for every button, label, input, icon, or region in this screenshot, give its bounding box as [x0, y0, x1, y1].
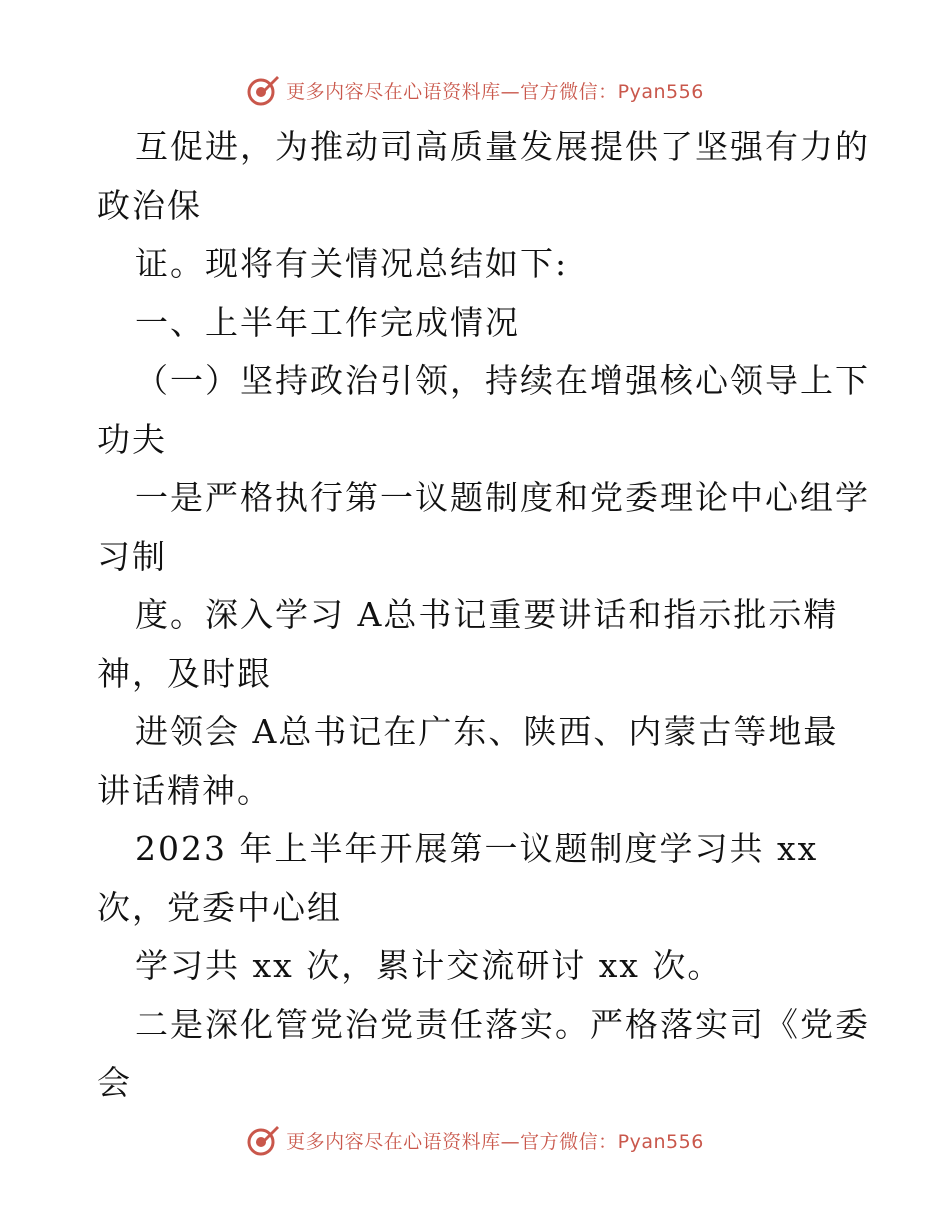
text-line: 习制: [97, 536, 167, 576]
text-line: 2023 年上半年开展第一议题制度学习共 xx: [135, 829, 819, 868]
header-watermark-text: 更多内容尽在心语资料库—官方微信：Pyan556: [286, 80, 704, 103]
text-line: 进领会 A总书记在广东、陕西、内蒙古等地最: [135, 712, 839, 751]
text-line: 学习共 xx 次，累计交流研讨 xx 次。: [135, 946, 723, 985]
header-watermark: [0, 70, 950, 110]
text-line: 会: [97, 1063, 132, 1102]
text-line: 二是深化管党治党责任落实。严格落实司《党委: [135, 1004, 870, 1044]
text-line: 证。现将有关情况总结如下:: [135, 244, 569, 283]
text-line: 一是严格执行第一议题制度和党委理论中心组学: [135, 478, 870, 517]
footer-watermark-text: 更多内容尽在心语资料库—官方微信：Pyan556: [286, 1130, 704, 1153]
pen-circle-logo-icon: [246, 1123, 280, 1157]
text-line: 度。深入学习 A总书记重要讲话和指示批示精: [135, 595, 839, 634]
text-line: 一、上半年工作完成情况: [135, 302, 520, 342]
text-line: 神，及时跟: [97, 653, 272, 693]
pen-circle-logo-icon: [246, 73, 280, 107]
footer-watermark: [0, 1120, 950, 1160]
text-line: 互促进，为推动司高质量发展提供了坚强有力的: [135, 127, 870, 166]
text-line: （一）坚持政治引领，持续在增强核心领导上下: [135, 361, 870, 400]
text-line: 政治保: [97, 185, 202, 225]
text-line: 功夫: [97, 419, 167, 459]
document-body: [97, 118, 870, 1113]
text-line: 讲话精神。: [97, 770, 272, 810]
text-line: 次，党委中心组: [97, 887, 342, 927]
